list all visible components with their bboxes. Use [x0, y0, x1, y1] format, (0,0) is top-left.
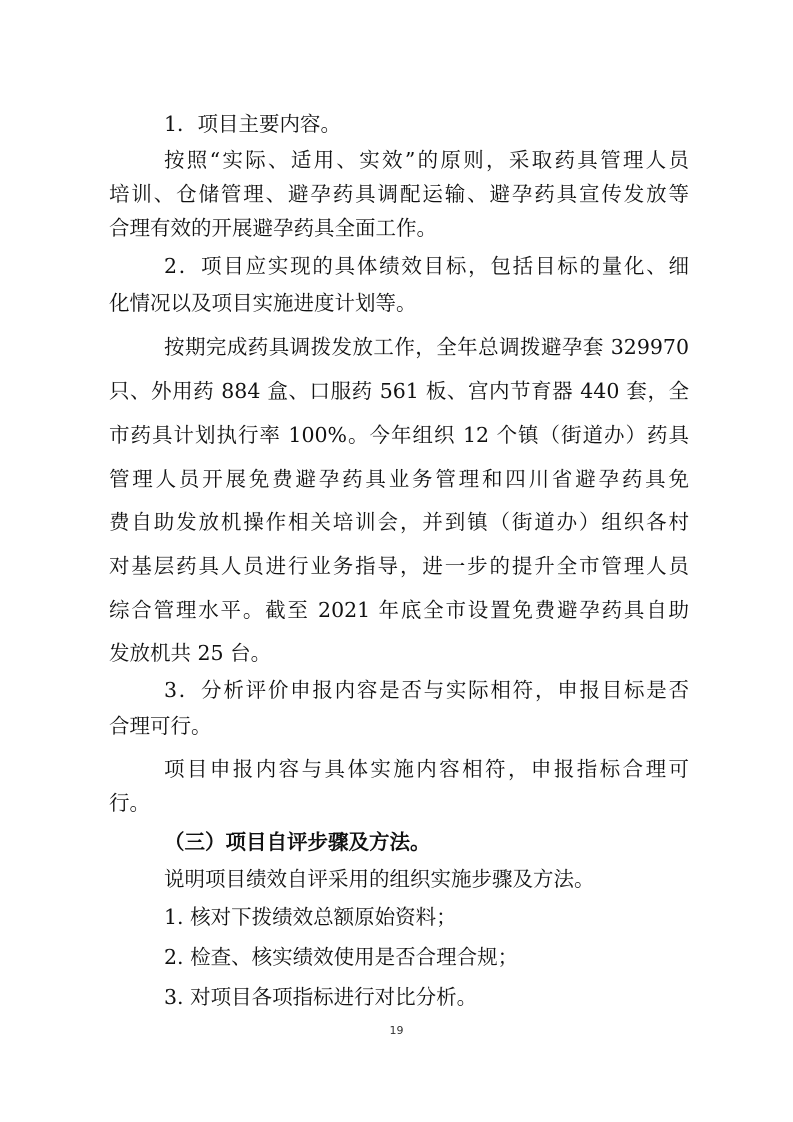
- page-number: 19: [389, 1024, 404, 1037]
- paragraph-line: 综合管理水平。截至 2021 年底全市设置免费避孕药具自助: [109, 598, 689, 622]
- step-item: 1. 核对下拨绩效总额原始资料；: [164, 905, 457, 929]
- item-3-heading: 3．分析评价申报内容是否与实际相符，申报目标是否: [164, 678, 689, 702]
- step-item: 3. 对项目各项指标进行对比分析。: [164, 985, 478, 1009]
- paragraph-line: 管理人员开展免费避孕药具业务管理和四川省避孕药具免: [109, 467, 689, 491]
- step-item: 2. 检查、核实绩效使用是否合理合规；: [164, 945, 519, 969]
- paragraph-line: 只、外用药 884 盒、口服药 561 板、宫内节育器 440 套，全: [109, 379, 689, 403]
- paragraph-line: 项目申报内容与具体实施内容相符，申报指标合理可: [164, 757, 689, 781]
- section-heading: （三）项目自评步骤及方法。: [164, 830, 431, 854]
- paragraph-line: 按期完成药具调拨发放工作，全年总调拨避孕套 329970: [164, 335, 689, 359]
- paragraph-line: 按照“实际、适用、实效”的原则，采取药具管理人员: [164, 148, 689, 172]
- paragraph-line: 对基层药具人员进行业务指导，进一步的提升全市管理人员: [109, 554, 689, 578]
- paragraph-line: 合理有效的开展避孕药具全面工作。: [109, 216, 437, 240]
- paragraph-line: 发放机共 25 台。: [109, 641, 272, 665]
- paragraph-line: 说明项目绩效自评采用的组织实施步骤及方法。: [164, 867, 595, 891]
- paragraph-line: 行。: [109, 791, 150, 815]
- paragraph-line: 市药具计划执行率 100%。今年组织 12 个镇（街道办）药具: [109, 423, 689, 447]
- paragraph-line: 费自助发放机操作相关培训会，并到镇（街道办）组织各村: [109, 510, 689, 534]
- item-2-heading-cont: 化情况以及项目实施进度计划等。: [109, 291, 417, 315]
- item-3-heading-cont: 合理可行。: [109, 714, 212, 738]
- item-2-heading: 2．项目应实现的具体绩效目标，包括目标的量化、细: [164, 254, 689, 278]
- item-1-heading: 1．项目主要内容。: [164, 112, 342, 136]
- paragraph-line: 培训、仓储管理、避孕药具调配运输、避孕药具宣传发放等: [109, 182, 689, 206]
